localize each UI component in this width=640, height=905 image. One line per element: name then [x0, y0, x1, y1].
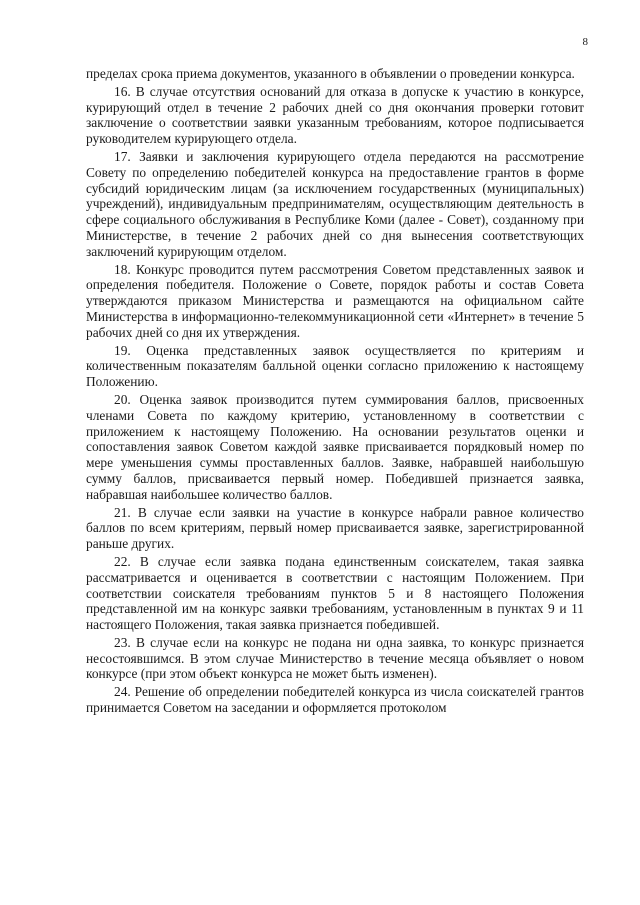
paragraph-continuation: пределах срока приема документов, указанного в объявлении о проведении конкурса. — [86, 66, 575, 81]
paragraph-17: 17. Заявки и заключения курирующего отдела передаются на рассмотрение Совету по определению победителей конкурса на предоставление грантов в форме субсидий юридическим лицам (за исключением государственных (муниципальных) учреждений), индивидуальным предпринимателям, осуществляющим деятельность в сфере социального обслуживания в Республике Коми (далее - Совет), созданному при Министерстве, в течение 2 рабочих дней со дня вынесения соответствующих заключений курирующим отделом. — [86, 148, 584, 259]
paragraph-23: 23. В случае если на конкурс не подана ни одна заявка, то конкурс признается несостоявшимся. В этом случае Министерство в течение месяца объявляет о новом конкурсе (при этом объект конкурса не может быть изменен). — [86, 634, 584, 682]
paragraph-16: 16. В случае отсутствия оснований для отказа в допуске к участию в конкурсе, курирующий отдел в течение 2 рабочих дней со дня окончания проверки готовит заключение о соответствии заявки указанным требованиям, которое подписывается руководителем курирующего отдела. — [86, 83, 584, 147]
page-number: 8 — [582, 36, 588, 48]
paragraph-19: 19. Оценка представленных заявок осуществляется по критериям и количественным показателям балльной оценки согласно приложению к настоящему Положению. — [86, 342, 584, 390]
paragraph-22: 22. В случае если заявка подана единственным соискателем, такая заявка рассматривается и оценивается в соответствии с настоящим Положением. При соответствии соискателя требованиям пунктов 5 и 8 настоящего Положения представленной им на конкурс заявки требованиям, установленным в пунктах 9 и 11 настоящего Положения, такая заявка признается победившей. — [86, 553, 584, 633]
document-body — [86, 66, 584, 718]
paragraph-24: 24. Решение об определении победителей конкурса из числа соискателей грантов принимается Советом на заседании и оформляется протоколом — [86, 684, 584, 716]
paragraph-21: 21. В случае если заявки на участие в конкурсе набрали равное количество баллов по всем критериям, первый номер присваивается заявке, зарегистрированной раньше других. — [86, 504, 584, 552]
paragraph-20: 20. Оценка заявок производится путем суммирования баллов, присвоенных членами Совета по каждому критерию, установленному в соответствии с приложением к настоящему Положению. На основании результатов оценки и сопоставления заявок Советом каждой заявке присваивается порядковый номер по мере уменьшения суммы проставленных баллов. Заявке, набравшей наибольшую сумму баллов, присваивается первый номер. Победившей признается заявка, набравшая наибольшее количество баллов. — [86, 391, 584, 502]
paragraph-18: 18. Конкурс проводится путем рассмотрения Советом представленных заявок и определения победителя. Положение о Совете, порядок работы и состав Совета утверждаются приказом Министерства и размещаются на официальном сайте Министерства в информационно-телекоммуникационной сети «Интернет» в течение 5 рабочих дней со дня их утверждения. — [86, 261, 584, 340]
